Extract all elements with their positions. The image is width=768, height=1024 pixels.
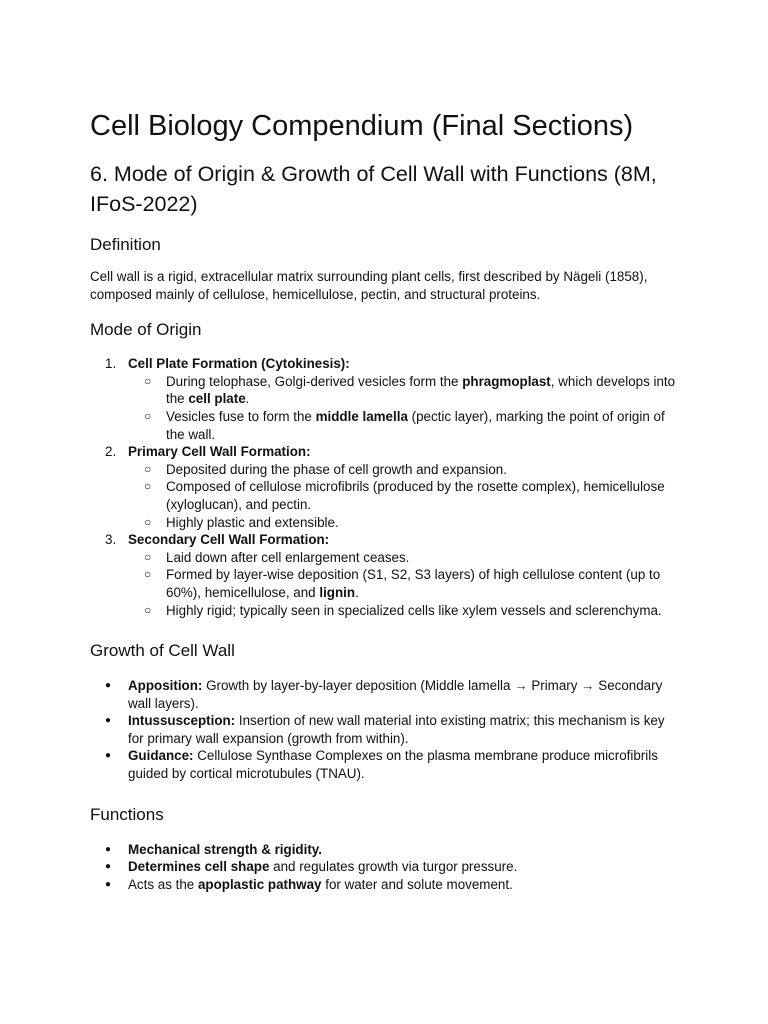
- sub-list: [128, 461, 678, 531]
- item-text: Cellulose Synthase Complexes on the plasma membrane produce microfibrils guided by cortical microtubules (TNAU).: [128, 748, 658, 782]
- bullet-icon: ●: [105, 715, 112, 727]
- bold-term: Intussusception:: [128, 713, 236, 729]
- bullet-icon: ●: [105, 843, 112, 855]
- item-title: Cell Plate Formation (Cytokinesis):: [128, 356, 350, 372]
- sub-text: .: [245, 391, 250, 407]
- growth-list: [90, 677, 678, 783]
- circle-bullet-icon: ○: [144, 549, 152, 564]
- bold-term: phragmoplast: [462, 373, 551, 389]
- item-text: Acts as the: [128, 876, 198, 892]
- item-number: 3.: [105, 532, 117, 548]
- bullet-icon: ●: [105, 878, 112, 890]
- sub-list: [128, 549, 678, 619]
- bullet-icon: ●: [105, 680, 112, 692]
- item-number: 2.: [105, 444, 117, 460]
- sub-item: [144, 408, 678, 443]
- sub-text: Highly plastic and extensible.: [166, 514, 339, 530]
- circle-bullet-icon: ○: [144, 461, 152, 476]
- sub-item: [144, 478, 678, 513]
- origin-item: [90, 443, 678, 531]
- origin-list: [90, 355, 678, 619]
- origin-item: [90, 355, 678, 443]
- bold-term: Mechanical strength & rigidity.: [128, 841, 322, 857]
- bold-term: cell plate: [188, 391, 246, 407]
- list-item: [90, 677, 678, 712]
- sub-item: [144, 566, 678, 601]
- sub-text: Formed by layer-wise deposition (S1, S2, S3 layers) of high cellulose content (up to 60%), hemicellulose, and: [166, 567, 661, 600]
- item-text: and regulates growth via turgor pressure.: [269, 859, 518, 875]
- document-title: Cell Biology Compendium (Final Sections): [90, 110, 634, 142]
- item-title: Primary Cell Wall Formation:: [128, 444, 311, 460]
- bold-term: Guidance:: [128, 748, 194, 764]
- sub-text: , which develops into the: [166, 373, 676, 407]
- functions-list: [90, 841, 678, 894]
- sub-text: Composed of cellulose microfibrils (produced by the rosette complex), hemicellulose (xyloglucan), and pectin.: [166, 479, 665, 512]
- circle-bullet-icon: ○: [144, 514, 152, 529]
- circle-bullet-icon: ○: [144, 408, 152, 423]
- section-heading: 6. Mode of Origin & Growth of Cell Wall with Functions (8M, IFoS-2022): [90, 162, 657, 216]
- circle-bullet-icon: ○: [144, 479, 152, 494]
- sub-text: .: [355, 584, 359, 600]
- growth-heading: Growth of Cell Wall: [90, 641, 235, 661]
- item-text: Growth by layer-by-layer deposition (Middle lamella → Primary → Secondary wall layers).: [128, 678, 663, 711]
- list-item: [90, 858, 678, 876]
- list-item: [90, 712, 678, 747]
- origin-item: [90, 531, 678, 619]
- sub-item: [144, 549, 678, 567]
- item-title: Secondary Cell Wall Formation:: [128, 532, 330, 548]
- bold-term: middle lamella: [315, 408, 408, 424]
- origin-heading: Mode of Origin: [90, 320, 202, 340]
- definition-heading: Definition: [90, 235, 161, 254]
- sub-text: During telophase, Golgi-derived vesicles form the: [166, 373, 463, 389]
- sub-text: Vesicles fuse to form the: [166, 408, 316, 424]
- sub-text: Highly rigid; typically seen in specialized cells like xylem vessels and sclerenchyma.: [166, 602, 662, 618]
- sub-item: [144, 461, 678, 479]
- item-number: 1.: [105, 356, 117, 372]
- sub-list: [128, 373, 678, 443]
- item-text: for water and solute movement.: [321, 876, 513, 892]
- list-item: [90, 876, 678, 894]
- bold-term: Apposition:: [128, 678, 203, 694]
- item-text: Insertion of new wall material into existing matrix; this mechanism is key for primary wall expansion (growth from within).: [128, 713, 665, 746]
- sub-text: Laid down after cell enlargement ceases.: [166, 549, 410, 565]
- circle-bullet-icon: ○: [144, 567, 152, 582]
- sub-text: (pectic layer), marking the point of origin of the wall.: [166, 408, 665, 442]
- list-item: [90, 841, 678, 859]
- sub-text: Deposited during the phase of cell growth and expansion.: [166, 461, 507, 477]
- bold-term: lignin: [319, 584, 356, 600]
- sub-item: [144, 602, 678, 620]
- bold-term: apoplastic pathway: [197, 876, 322, 892]
- sub-item: [144, 514, 678, 532]
- circle-bullet-icon: ○: [144, 602, 152, 617]
- list-item: [90, 747, 678, 782]
- circle-bullet-icon: ○: [144, 373, 152, 388]
- functions-heading: Functions: [90, 804, 164, 824]
- sub-item: [144, 373, 678, 408]
- bold-term: Determines cell shape: [128, 859, 270, 875]
- definition-text: Cell wall is a rigid, extracellular matrix surrounding plant cells, first described by Nägeli (1858), composed mainly of cellulose, hemicellulose, pectin, and structural proteins.: [90, 269, 648, 302]
- bullet-icon: ●: [105, 861, 112, 873]
- bullet-icon: ●: [105, 750, 112, 762]
